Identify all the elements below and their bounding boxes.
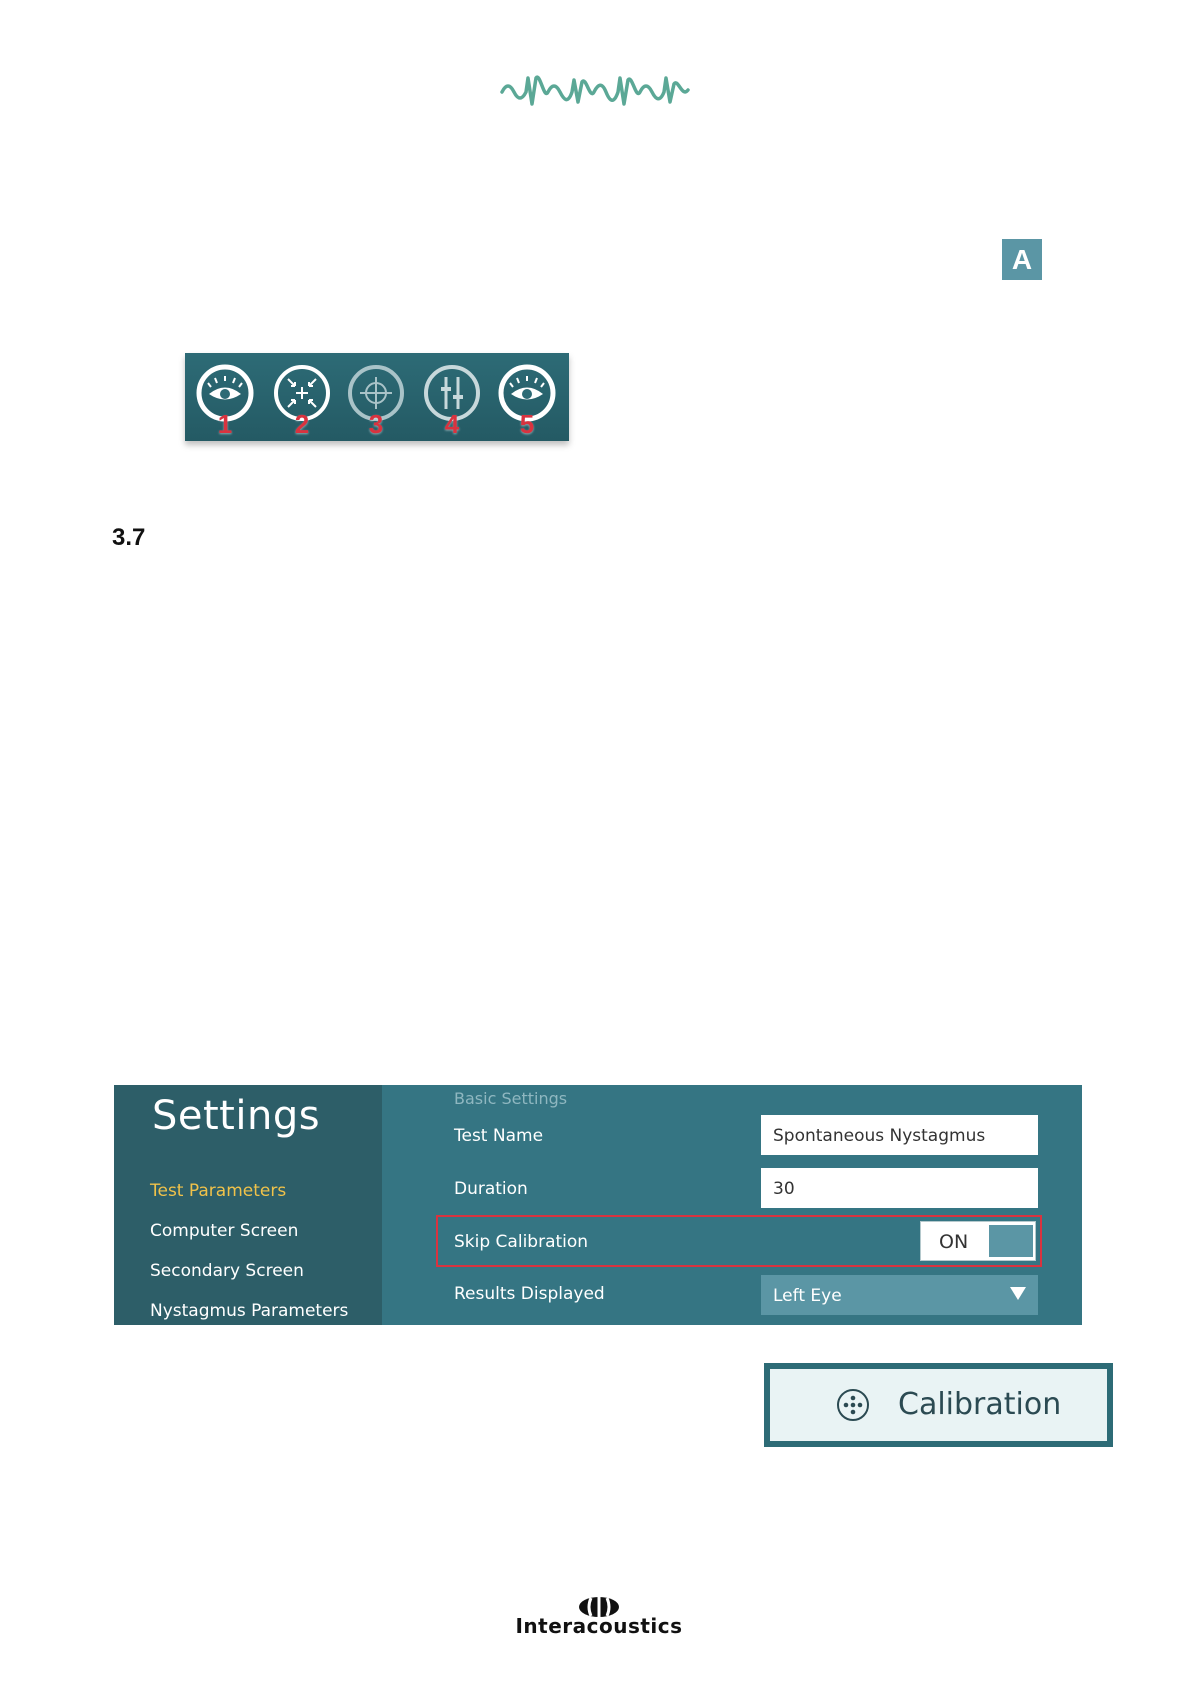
section-number: 3.7 <box>112 524 146 551</box>
strip-number: 4 <box>444 409 460 439</box>
duration-field[interactable]: 30 <box>761 1168 1038 1208</box>
waveform-logo-icon <box>500 70 690 110</box>
sidebar-item-secondary-screen[interactable]: Secondary Screen <box>150 1261 304 1281</box>
a-badge: A <box>1002 239 1042 280</box>
strip-number: 2 <box>294 409 310 439</box>
toggle-knob <box>989 1225 1033 1257</box>
sidebar-item-test-parameters[interactable]: Test Parameters <box>150 1181 287 1201</box>
test-icon-strip <box>185 353 569 441</box>
group-title: Basic Settings <box>454 1089 568 1108</box>
results-displayed-label: Results Displayed <box>454 1284 605 1304</box>
settings-panel <box>114 1085 1082 1325</box>
results-displayed-dropdown[interactable] <box>761 1275 1038 1315</box>
toggle-state: ON <box>939 1231 969 1253</box>
strip-number: 3 <box>368 409 384 439</box>
test-name-field[interactable]: Spontaneous Nystagmus <box>761 1115 1038 1155</box>
sidebar-item-computer-screen[interactable]: Computer Screen <box>150 1221 299 1241</box>
strip-number: 5 <box>519 409 535 439</box>
chevron-down-icon <box>1010 1287 1026 1300</box>
calibration-button-inner[interactable] <box>770 1369 1107 1441</box>
calibration-dots-icon <box>836 1388 870 1422</box>
strip-number: 1 <box>217 409 233 439</box>
settings-title: Settings <box>152 1093 321 1139</box>
calibration-button[interactable] <box>764 1363 1113 1447</box>
dropdown-value: Left Eye <box>773 1286 842 1306</box>
skip-calibration-label: Skip Calibration <box>454 1232 589 1252</box>
sidebar-item-nystagmus-parameters[interactable]: Nystagmus Parameters <box>150 1301 349 1321</box>
calibration-label: Calibration <box>898 1387 1062 1422</box>
duration-label: Duration <box>454 1179 528 1199</box>
test-name-label: Test Name <box>454 1126 544 1146</box>
footer-brand: Interacoustics <box>515 1614 683 1638</box>
settings-sidebar <box>114 1085 382 1325</box>
skip-calibration-toggle[interactable] <box>920 1221 1036 1261</box>
